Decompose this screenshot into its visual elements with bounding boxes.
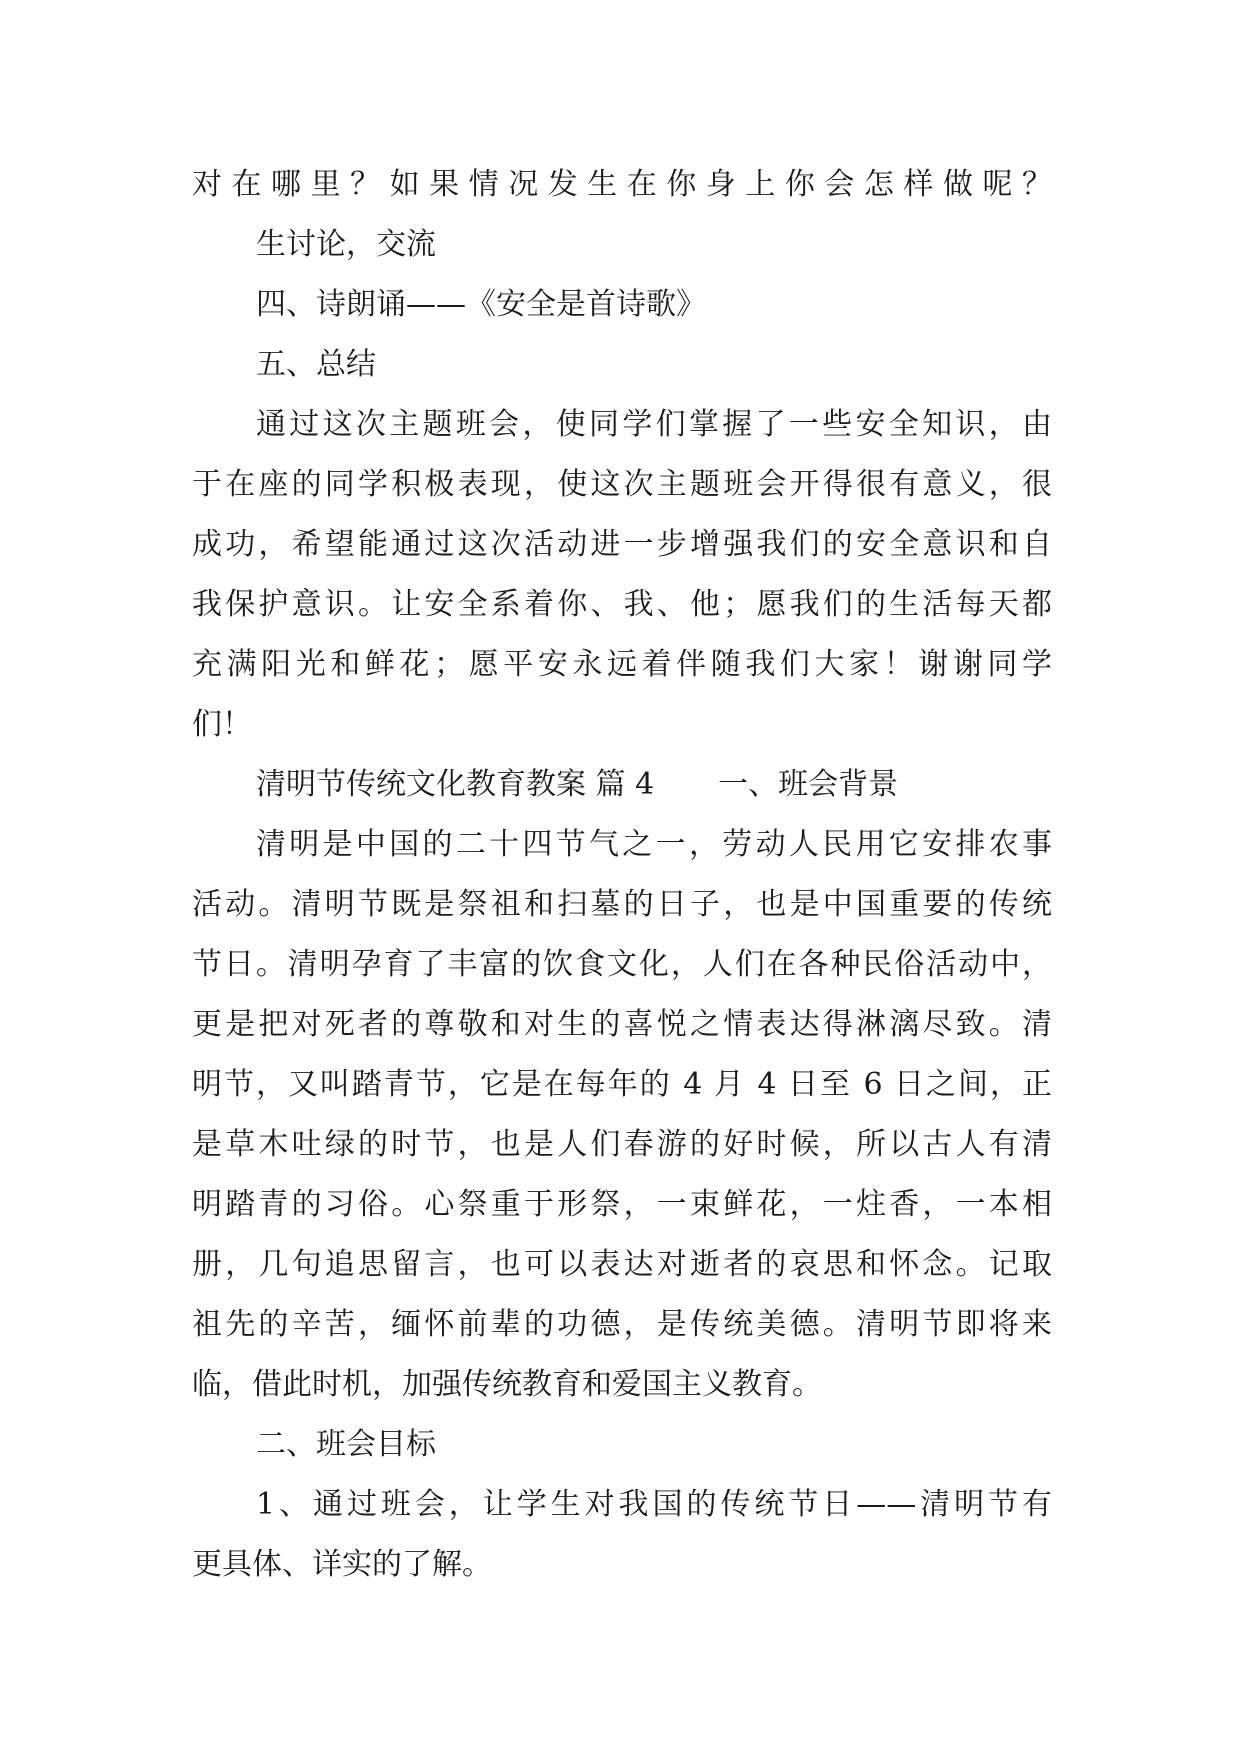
section-heading: 四、诗朗诵——《安全是首诗歌》 [256, 287, 706, 322]
text-line: 于在座的同学积极表现，使这次主题班会开得很有意义，很 [192, 467, 1052, 502]
section-heading: 二、班会目标 [256, 1427, 436, 1462]
text-line: 临，借此时机，加强传统教育和爱国主义教育。 [192, 1367, 822, 1402]
text-line: 清明是中国的二十四节气之一，劳动人民用它安排农事 [256, 827, 1052, 862]
text-line: 通过这次主题班会，使同学们掌握了一些安全知识，由 [256, 407, 1052, 442]
article-title-row [256, 755, 1052, 815]
text-line: 节日。清明孕育了丰富的饮食文化，人们在各种民俗活动中， [192, 947, 1052, 982]
section-heading: 一、班会背景 [718, 767, 899, 802]
text-line: 们！ [192, 707, 252, 742]
text-line: 对在哪里？如果情况发生在你身上你会怎样做呢？ [192, 167, 1052, 202]
text-line: 册，几句追思留言，也可以表达对逝者的哀思和怀念。记取 [192, 1247, 1052, 1282]
text-line: 充满阳光和鲜花；愿平安永远着伴随我们大家！谢谢同学 [192, 647, 1052, 682]
text-line: 生讨论，交流 [256, 227, 436, 262]
text-line: 祖先的辛苦，缅怀前辈的功德，是传统美德。清明节即将来 [192, 1307, 1052, 1342]
text-line: 明踏青的习俗。心祭重于形祭，一束鲜花，一炷香，一本相 [192, 1187, 1052, 1222]
text-line: 更具体、详实的了解。 [192, 1547, 492, 1582]
text-line: 1、通过班会，让学生对我国的传统节日——清明节有 [256, 1487, 1052, 1522]
article-title: 清明节传统文化教育教案 篇 4 [256, 767, 655, 802]
text-line: 是草木吐绿的时节，也是人们春游的好时候，所以古人有清 [192, 1127, 1052, 1162]
text-line: 明节，又叫踏青节，它是在每年的 4 月 4 日至 6 日之间，正 [192, 1067, 1052, 1102]
text-line: 更是把对死者的尊敬和对生的喜悦之情表达得淋漓尽致。清 [192, 1007, 1052, 1042]
text-line: 活动。清明节既是祭祖和扫墓的日子，也是中国重要的传统 [192, 887, 1052, 922]
section-heading: 五、总结 [256, 347, 376, 382]
text-line: 成功，希望能通过这次活动进一步增强我们的安全意识和自 [192, 527, 1052, 562]
text-line: 我保护意识。让安全系着你、我、他；愿我们的生活每天都 [192, 587, 1052, 622]
